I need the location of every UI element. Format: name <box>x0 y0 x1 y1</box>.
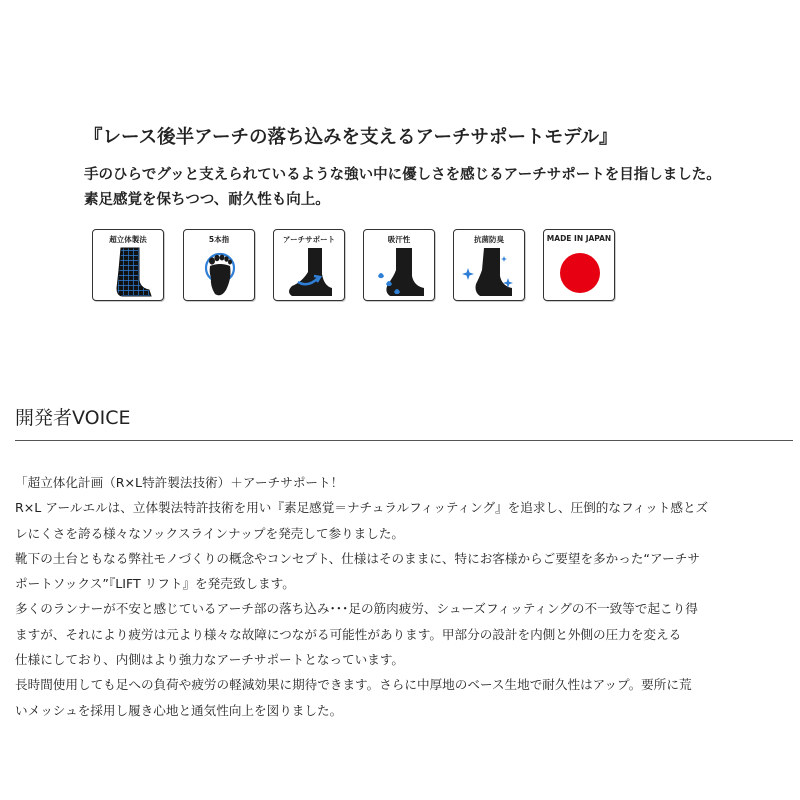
body-line: いメッシュを採用し履き心地と通気性向上を図りました。 <box>15 702 343 718</box>
antibacterial-icon <box>454 230 526 302</box>
body-line: R×L アールエルは、立体製法特許技術を用い『素足感覚＝ナチュラルフィッティング』を追求し、圧倒的なフィット感とズ <box>15 500 709 516</box>
feature-icon-label: MADE IN JAPAN <box>546 234 612 243</box>
headline: 『レース後半アーチの落ち込みを支えるアーチサポートモデル』 <box>84 127 618 148</box>
sweat-absorb-icon <box>364 230 436 302</box>
feature-icon-label: アーチサポート <box>282 235 336 244</box>
section-title: 開発者VOICE <box>15 407 131 429</box>
feature-icon-label: 5本指 <box>208 235 230 244</box>
body-line: 仕様にしており、内側はより強力なアーチサポートとなっています。 <box>15 652 405 668</box>
body-line: 靴下の土台ともなる弊社モノづくりの概念やコンセプト、仕様はそのままに、特にお客様からご要望を多かった“アーチサ <box>15 550 700 566</box>
feature-icon-box <box>183 229 255 301</box>
subheadline-line-2: 素足感覚を保ちつつ、耐久性も向上。 <box>84 192 330 208</box>
body-line: 多くのランナーが不安と感じているアーチ部の落ち込み･･･足の筋肉疲労、シューズフィッティングの不一致等で起こり得 <box>15 601 698 617</box>
body-line: 「超立体化計画（R×L特許製法技術）＋アーチサポート！ <box>15 475 344 490</box>
feature-icon-box <box>543 229 615 301</box>
arch-support-icon <box>274 230 346 302</box>
body-line: レにくさを誇る様々なソックスラインナップを発売して参りました。 <box>15 525 405 541</box>
feature-icon-label: 超立体製法 <box>109 235 147 244</box>
feature-icon-box <box>273 229 345 301</box>
feature-icon-label: 吸汗性 <box>387 235 411 244</box>
feature-icon-box <box>453 229 525 301</box>
body-line: 長時間使用しても足への負荷や疲労の軽減効果に期待できます。さらに中厚地のベース生地で耐久性はアップ。要所に荒 <box>15 677 692 693</box>
feature-icon-label: 抗菌防臭 <box>474 235 504 244</box>
body-line: ますが、それにより疲労は元より様々な故障につながる可能性があります。甲部分の設計を内側と外側の圧力を変える <box>15 626 682 642</box>
grid-sock-icon <box>93 230 165 302</box>
five-toe-foot-icon <box>184 230 256 302</box>
section-divider <box>15 440 793 441</box>
developer-voice-text <box>15 470 795 723</box>
feature-icon-box <box>363 229 435 301</box>
body-line: ポートソックス”『LIFT リフト』を発売致します。 <box>15 576 295 592</box>
feature-icons <box>92 229 622 305</box>
feature-icon-box <box>92 229 164 301</box>
japan-flag-icon <box>544 230 616 302</box>
subheadline-line-1: 手のひらでグッと支えられているような強い中に優しさを感じるアーチサポートを目指しました。 <box>84 167 721 183</box>
